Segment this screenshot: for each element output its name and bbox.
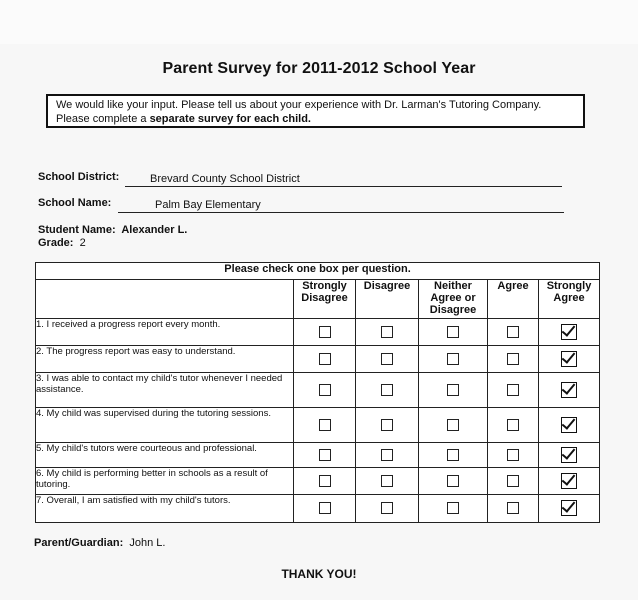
column-header: Strongly Disagree <box>294 280 356 319</box>
answer-cell <box>539 373 600 408</box>
checkbox[interactable] <box>319 419 331 431</box>
checkbox[interactable] <box>381 419 393 431</box>
student-name-label: Student Name: <box>38 224 116 236</box>
answer-cell <box>539 468 600 495</box>
student-name-value: Alexander L. <box>121 224 188 236</box>
grade-value: 2 <box>79 237 86 249</box>
question-text: 3. I was able to contact my child's tutor whenever I needed assistance. <box>36 373 294 408</box>
checkbox[interactable] <box>447 353 459 365</box>
intro-line-2-text: Please complete a <box>56 113 150 125</box>
intro-line-1: We would like your input. Please tell us about your experience with Dr. Larman's Tutoring Company. <box>56 99 542 111</box>
checkbox[interactable] <box>507 353 519 365</box>
answer-cell <box>294 443 356 468</box>
intro-line-2-emphasis: separate survey for each child. <box>149 113 311 125</box>
checkbox[interactable] <box>507 449 519 461</box>
answer-cell <box>419 443 488 468</box>
thank-you-text: THANK YOU! <box>281 567 357 581</box>
checkbox[interactable] <box>319 384 331 396</box>
checkbox[interactable] <box>319 326 331 338</box>
answer-cell <box>488 495 539 523</box>
checkbox[interactable] <box>507 475 519 487</box>
checked-checkbox[interactable] <box>561 324 577 340</box>
checked-checkbox[interactable] <box>561 382 577 398</box>
answer-cell <box>488 319 539 346</box>
checkbox[interactable] <box>507 326 519 338</box>
question-text: 7. Overall, I am satisfied with my child's tutors. <box>36 495 294 523</box>
question-text: 4. My child was supervised during the tutoring sessions. <box>36 408 294 443</box>
guardian-value: John L. <box>129 537 166 549</box>
page-title: Parent Survey for 2011-2012 School Year <box>162 60 476 77</box>
question-text: 6. My child is performing better in schools as a result of tutoring. <box>36 468 294 495</box>
question-text: 2. The progress report was easy to understand. <box>36 346 294 373</box>
answer-cell <box>356 408 419 443</box>
grade-row <box>38 237 86 249</box>
school-name-value: Palm Bay Elementary <box>155 199 261 211</box>
answer-cell <box>419 468 488 495</box>
checkbox[interactable] <box>447 475 459 487</box>
checkbox[interactable] <box>507 419 519 431</box>
answer-cell <box>539 443 600 468</box>
scan-top-margin <box>0 0 638 44</box>
answer-cell <box>356 319 419 346</box>
school-name-label: School Name: <box>38 197 112 209</box>
answer-cell <box>294 468 356 495</box>
checkbox[interactable] <box>319 353 331 365</box>
answer-cell <box>539 319 600 346</box>
survey-table <box>35 262 600 523</box>
school-district-underline <box>125 186 562 187</box>
table-row <box>36 346 600 373</box>
column-header: Disagree <box>356 280 419 319</box>
answer-cell <box>356 346 419 373</box>
column-header: Neither Agree or Disagree <box>419 280 488 319</box>
checkbox[interactable] <box>507 384 519 396</box>
table-row <box>36 495 600 523</box>
checkbox[interactable] <box>381 502 393 514</box>
answer-cell <box>539 408 600 443</box>
question-text: 5. My child's tutors were courteous and professional. <box>36 443 294 468</box>
checked-checkbox[interactable] <box>561 473 577 489</box>
guardian-row <box>34 537 165 549</box>
answer-cell <box>294 319 356 346</box>
answer-cell <box>294 346 356 373</box>
checkbox[interactable] <box>319 475 331 487</box>
answer-cell <box>419 319 488 346</box>
answer-cell <box>294 408 356 443</box>
answer-cell <box>539 495 600 523</box>
answer-cell <box>356 495 419 523</box>
question-column-header <box>36 280 294 319</box>
guardian-label: Parent/Guardian: <box>34 537 124 549</box>
table-row <box>36 408 600 443</box>
intro-line-2 <box>56 112 575 126</box>
answer-cell <box>539 346 600 373</box>
checkbox[interactable] <box>381 475 393 487</box>
answer-cell <box>419 408 488 443</box>
answer-cell <box>488 346 539 373</box>
checkbox[interactable] <box>507 502 519 514</box>
grade-label: Grade: <box>38 237 74 249</box>
table-caption: Please check one box per question. <box>36 263 600 280</box>
checkbox[interactable] <box>381 449 393 461</box>
table-row <box>36 319 600 346</box>
school-district-label: School District: <box>38 171 120 183</box>
answer-cell <box>488 468 539 495</box>
answer-cell <box>419 495 488 523</box>
checkbox[interactable] <box>447 419 459 431</box>
answer-cell <box>356 468 419 495</box>
checked-checkbox[interactable] <box>561 447 577 463</box>
table-row <box>36 373 600 408</box>
checkbox[interactable] <box>447 449 459 461</box>
checkbox[interactable] <box>447 326 459 338</box>
checkbox[interactable] <box>381 353 393 365</box>
table-row <box>36 443 600 468</box>
checked-checkbox[interactable] <box>561 500 577 516</box>
checkbox[interactable] <box>381 326 393 338</box>
checked-checkbox[interactable] <box>561 417 577 433</box>
answer-cell <box>419 346 488 373</box>
answer-cell <box>356 373 419 408</box>
checkbox[interactable] <box>319 502 331 514</box>
checkbox[interactable] <box>319 449 331 461</box>
intro-box <box>46 94 585 128</box>
checked-checkbox[interactable] <box>561 351 577 367</box>
student-name-row <box>38 224 187 236</box>
checkbox[interactable] <box>447 502 459 514</box>
school-name-underline <box>118 212 564 213</box>
answer-cell <box>294 495 356 523</box>
survey-table-body <box>36 319 600 523</box>
school-district-value: Brevard County School District <box>150 173 300 185</box>
column-header: Strongly Agree <box>539 280 600 319</box>
answer-cell <box>356 443 419 468</box>
column-header: Agree <box>488 280 539 319</box>
answer-cell <box>294 373 356 408</box>
answer-cell <box>488 408 539 443</box>
question-text: 1. I received a progress report every month. <box>36 319 294 346</box>
table-row <box>36 468 600 495</box>
answer-cell <box>488 373 539 408</box>
answer-cell <box>488 443 539 468</box>
checkbox[interactable] <box>447 384 459 396</box>
checkbox[interactable] <box>381 384 393 396</box>
answer-cell <box>419 373 488 408</box>
